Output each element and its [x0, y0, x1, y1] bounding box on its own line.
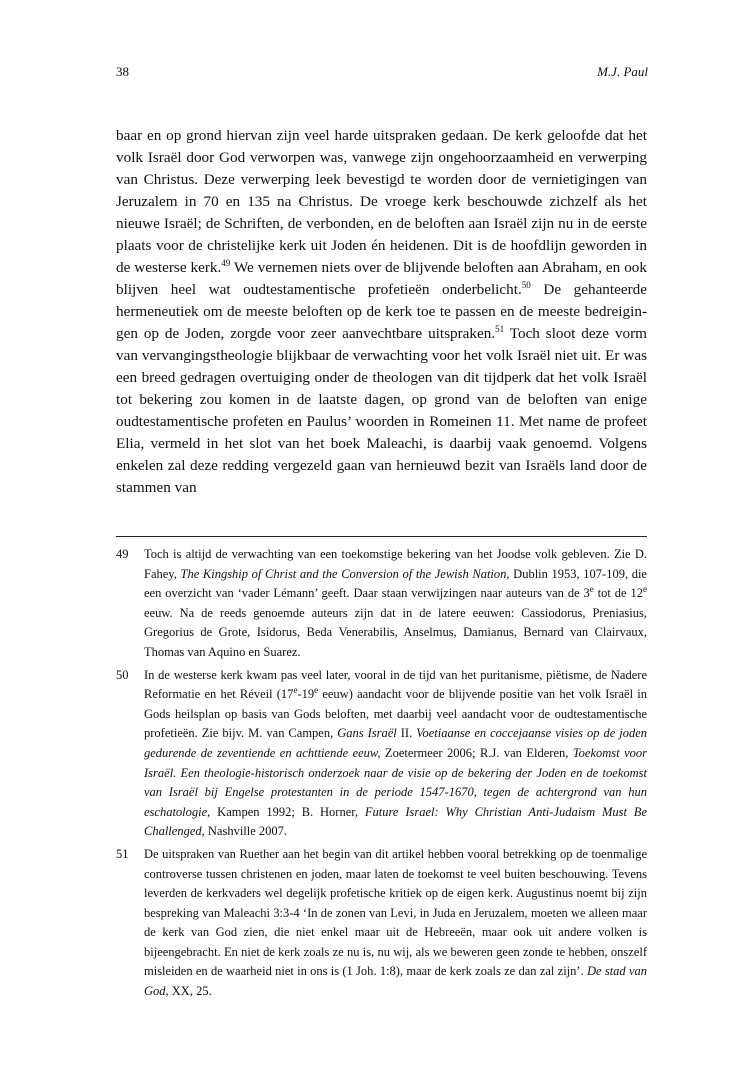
running-head: M.J. Paul — [597, 64, 648, 79]
body-text-segment: baar en op grond hiervan zijn veel harde uitspraken gedaan. De kerk geloofde dat het volk Israël door God verworpen was, vanwege zijn ongehoorzaamheid en verwerping van Christus. Deze verwerping leek bevestigd te worden door de vernietigingen van Jeruzalem in 70 en 135 na Christus. De vroege kerk beschouwde zichzelf als het nieuwe Israël; de Schriften, de verbonden, en de beloften aan Israël zijn nu in de eerste plaats voor de christelijke kerk uit Joden én heidenen. Dit is de hoofdlijn geworden in de westerse kerk. — [116, 127, 647, 276]
book-title: Toekomst voor Israël. Een theologie-historisch onderzoek naar de visie op de bekering der Joden en de toekomst van Israël bij Engelse protestanten in de periode 1547-1670, tegen de achtergrond van hun eschatologie, — [144, 745, 647, 819]
footnote-text-segment: , XX, 25. — [165, 984, 212, 999]
book-title: Future Israel: Why Christian Anti-Judaism Must Be Challenged, — [144, 804, 647, 839]
footnote-text-segment: II. — [396, 726, 417, 741]
superscript: e — [314, 685, 319, 695]
book-title: De stad van God — [144, 964, 647, 999]
footnote-text-segment: In de westerse kerk kwam pas veel later, vooral in de tijd van het puritanisme, piëtisme, de Nadere Reformatie en het Réveil (17 — [144, 667, 647, 702]
footnote-text-segment: Zoetermeer 2006; R.J. van Elderen, — [380, 745, 573, 760]
footnote-number: 49 — [116, 547, 129, 561]
footnote-text-segment: De uitspraken van Ruether aan het begin van dit artikel hebben vooral betrekking op de toenmalige controverse tussen christenen en joden, maar laten de toekomst te veel buiten beschouwing. Tevens leverden de kerkvaders wel degelijk profetische kritiek op de eigen kerk. Augustinus noemt bij zijn bespreking van Maleachi 3:3-4 ‘In de zonen van Levi, in Juda en Jeruzalem, moeten we alleen maar de kerk van God zien, die niet enkel maar uit de Hebreeën, maar ook uit andere volken is bijeengebracht. En niet de kerk zoals ze nu is, nu wij, als we beweren geen zonde te hebben, onszelf misleiden en de waarheid niet in ons is (1 Joh. 1:8), maar de kerk zoals ze dan zal zijn’. — [144, 846, 647, 979]
footnote-text-segment: eeuw) aandacht voor de blijvende positie van het volk Israël in Gods heilsplan op basis van Gods beloften, met daarbij veel aandacht voor de oudtestamentische profetieën. Zie bijv. M. van Campen, — [144, 687, 647, 741]
footnote-text — [144, 847, 647, 998]
page-number: 38 — [116, 64, 129, 79]
body-text-segment: Toch sloot deze vorm van vervangingstheologie blijkbaar de verwachting voor het volk Israël niet uit. Er was een breed gedragen overtuiging onder de theologen van dit tijdperk dat het volk Israël tot bekering zou komen in de laatste dagen, op grond van de beloften van enige oudtestamentische profeten en Paulus’ woorden in Romeinen 11. Met name de profeet Elia, vermeld in het slot van het boek Maleachi, is daarbij vaak genoemd. Volgens enkelen zal deze redding vergezeld gaan van hernieuwd bezit van Israëls land door de stammen van — [116, 325, 647, 496]
footnote-49 — [116, 545, 647, 663]
footnote-50 — [116, 666, 647, 842]
footnote-text-segment: eeuw. Na de reeds genoemde auteurs zijn dat in de latere eeuwen: Cassiodorus, Preniasius, Gregorius de Grote, Isidorus, Beda Venerabilis, Anselmus, Damianus, Bernard van Clairvaux, Thomas van Aquino en Suarez. — [144, 605, 647, 659]
body-text-segment: De gehanteerde hermeneutiek om de meeste beloften op de kerk toe te passen en de meeste bedreigingen op de Joden, zorgde voor zeer aanvechtbare uitspraken. — [116, 281, 647, 342]
superscript: e — [589, 584, 594, 595]
book-title: Gans Israël — [337, 726, 397, 741]
footnotes — [116, 545, 647, 1005]
footnote-text — [144, 547, 647, 659]
footnote-ref-51[interactable]: 51 — [495, 323, 505, 334]
body-paragraph — [116, 125, 647, 499]
footnote-number: 51 — [116, 846, 129, 861]
footnote-text-segment: Dublin 1953, 107-109, die een overzicht van ‘vader Lémann’ geeft. Daar staan verwijzingen naar auteurs van de 3 — [144, 566, 647, 601]
footnote-text-segment: Nashville 2007. — [204, 824, 288, 839]
superscript: e — [293, 685, 298, 695]
footnote-ref-49[interactable]: 49 — [221, 257, 231, 268]
footnote-number: 50 — [116, 667, 129, 682]
footnote-text-segment: -19 — [297, 687, 315, 702]
footnote-divider — [116, 536, 647, 537]
body-text-segment: We vernemen niets over de blijvende beloften aan Abraham, en ook blijven heel wat oudtestamentische profetieën onderbelicht. — [116, 259, 647, 298]
superscript: e — [643, 584, 647, 595]
footnote-text-segment: Kampen 1992; B. Horner, — [210, 804, 365, 819]
footnote-ref-50[interactable]: 50 — [521, 279, 531, 290]
footnote-text-segment: tot de 12 — [593, 586, 643, 601]
footnote-51 — [116, 845, 647, 1002]
book-title: Voetiaanse en coccejaanse visies op de joden gedurende de zeventiende en achttiende eeuw, — [144, 726, 648, 760]
footnote-text-segment: Toch is altijd de verwachting van een toekomstige bekering van het Joodse volk gebleven. Zie D. Fahey, — [144, 547, 647, 581]
book-title: The Kingship of Christ and the Conversion of the Jewish Nation, — [180, 566, 510, 581]
footnote-text — [144, 668, 647, 839]
